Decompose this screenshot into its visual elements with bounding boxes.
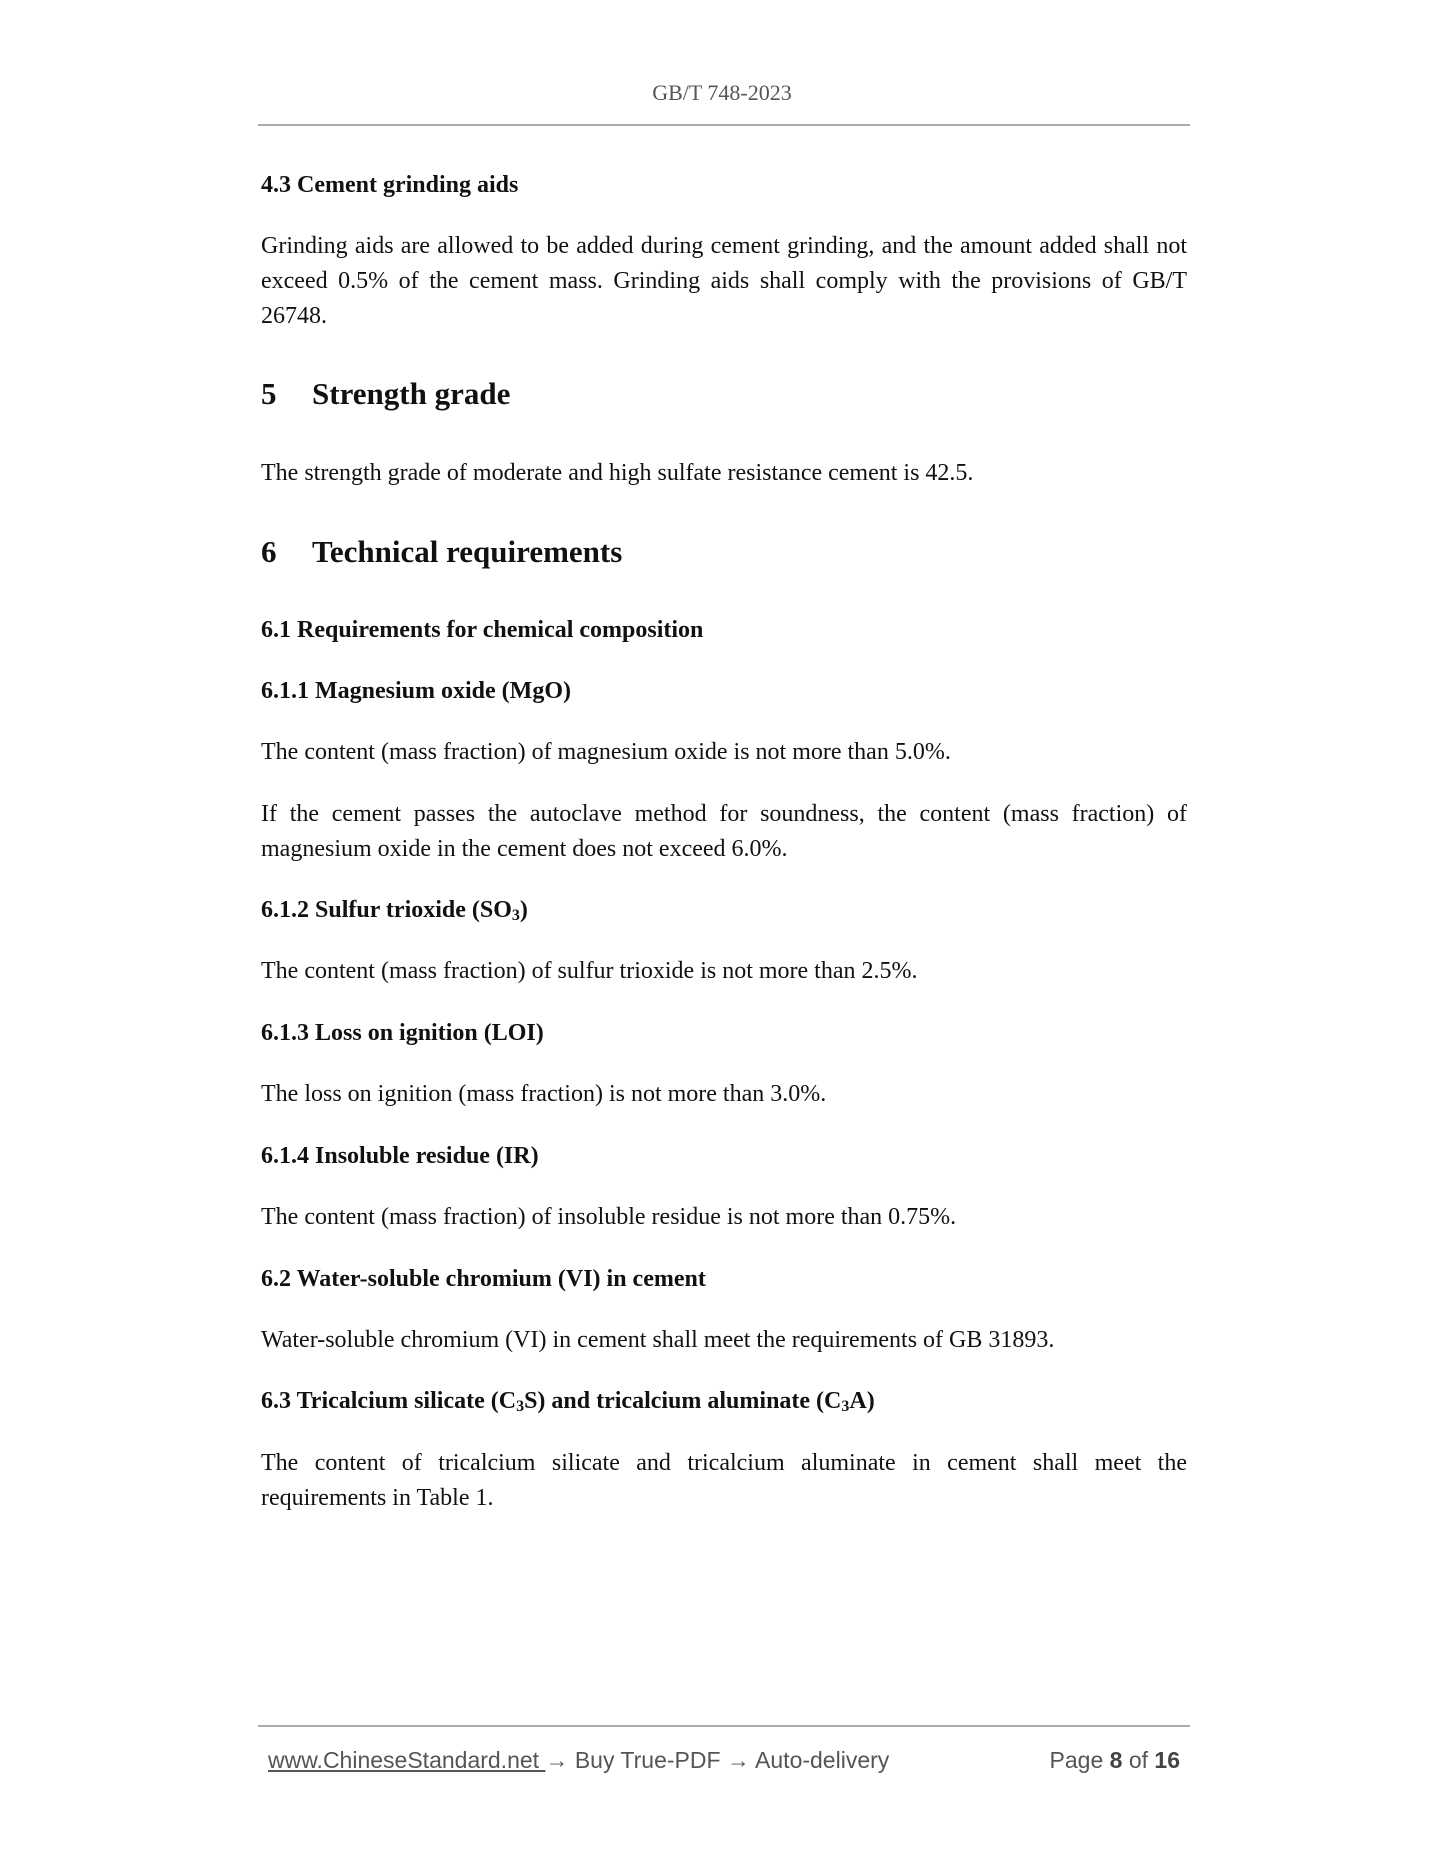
heading-text: A): [849, 1388, 875, 1414]
section-number: 5: [261, 376, 277, 411]
header-divider: [258, 124, 1190, 126]
heading-6-1-3: 6.1.3 Loss on ignition (LOI): [261, 1020, 544, 1046]
heading-4-3: 4.3 Cement grinding aids: [261, 172, 519, 198]
heading-6-1-4: 6.1.4 Insoluble residue (IR): [261, 1143, 539, 1169]
heading-6-1-2: [261, 893, 1187, 928]
heading-text: ): [519, 897, 528, 923]
page-indicator: [1050, 1745, 1180, 1775]
paragraph-5: The strength grade of moderate and high sulfate resistance cement is 42.5.: [261, 460, 974, 486]
heading-text: 6.1.2 Sulfur trioxide (SO: [261, 897, 512, 923]
website-link[interactable]: www.ChineseStandard.net: [268, 1747, 546, 1773]
page-label: Page: [1049, 1747, 1104, 1773]
heading-5: [261, 374, 1187, 414]
footer-promo: → Buy True-PDF → Auto-delivery: [545, 1747, 890, 1773]
heading-text: S) and tricalcium aluminate (C: [524, 1388, 842, 1414]
section-number: 6: [261, 534, 277, 569]
subscript: 3: [841, 1398, 850, 1415]
paragraph-4-3: Grinding aids are allowed to be added during cement grinding, and the amount added shall not exceed 0.5% of the cement mass. Grinding aids shall comply with the provisions of GB/T 26748.: [261, 233, 1187, 329]
heading-6-1-1: 6.1.1 Magnesium oxide (MgO): [261, 678, 571, 704]
footer-divider: [258, 1725, 1190, 1727]
heading-6-1: 6.1 Requirements for chemical composition: [261, 617, 704, 643]
paragraph-6-1-2: The content (mass fraction) of sulfur trioxide is not more than 2.5%.: [261, 958, 918, 984]
heading-6: [261, 532, 1187, 572]
paragraph-6-2: Water-soluble chromium (VI) in cement shall meet the requirements of GB 31893.: [261, 1327, 1055, 1353]
of-label: of: [1128, 1747, 1149, 1773]
heading-6-3: [261, 1384, 1187, 1419]
page-total: 16: [1154, 1747, 1180, 1773]
heading-text: 6.3 Tricalcium silicate (C: [261, 1388, 517, 1414]
subscript: 3: [516, 1398, 525, 1415]
paragraph-6-1-4: The content (mass fraction) of insoluble residue is not more than 0.75%.: [261, 1204, 957, 1230]
page-footer: [268, 1745, 1180, 1775]
page-number: 8: [1109, 1747, 1123, 1773]
paragraph-6-1-1b: If the cement passes the autoclave method for soundness, the content (mass fraction) of magnesium oxide in the cement does not exceed 6.0%.: [261, 801, 1187, 862]
subscript: 3: [511, 907, 520, 924]
heading-6-2: 6.2 Water-soluble chromium (VI) in cement: [261, 1266, 706, 1292]
paragraph-6-1-1a: The content (mass fraction) of magnesium oxide is not more than 5.0%.: [261, 739, 951, 765]
section-title: Strength grade: [312, 376, 511, 411]
paragraph-6-1-3: The loss on ignition (mass fraction) is not more than 3.0%.: [261, 1081, 827, 1107]
paragraph-6-3: The content of tricalcium silicate and tricalcium aluminate in cement shall meet the requirements in Table 1.: [261, 1450, 1187, 1511]
section-title: Technical requirements: [312, 534, 623, 569]
running-header: GB/T 748-2023: [652, 80, 792, 105]
